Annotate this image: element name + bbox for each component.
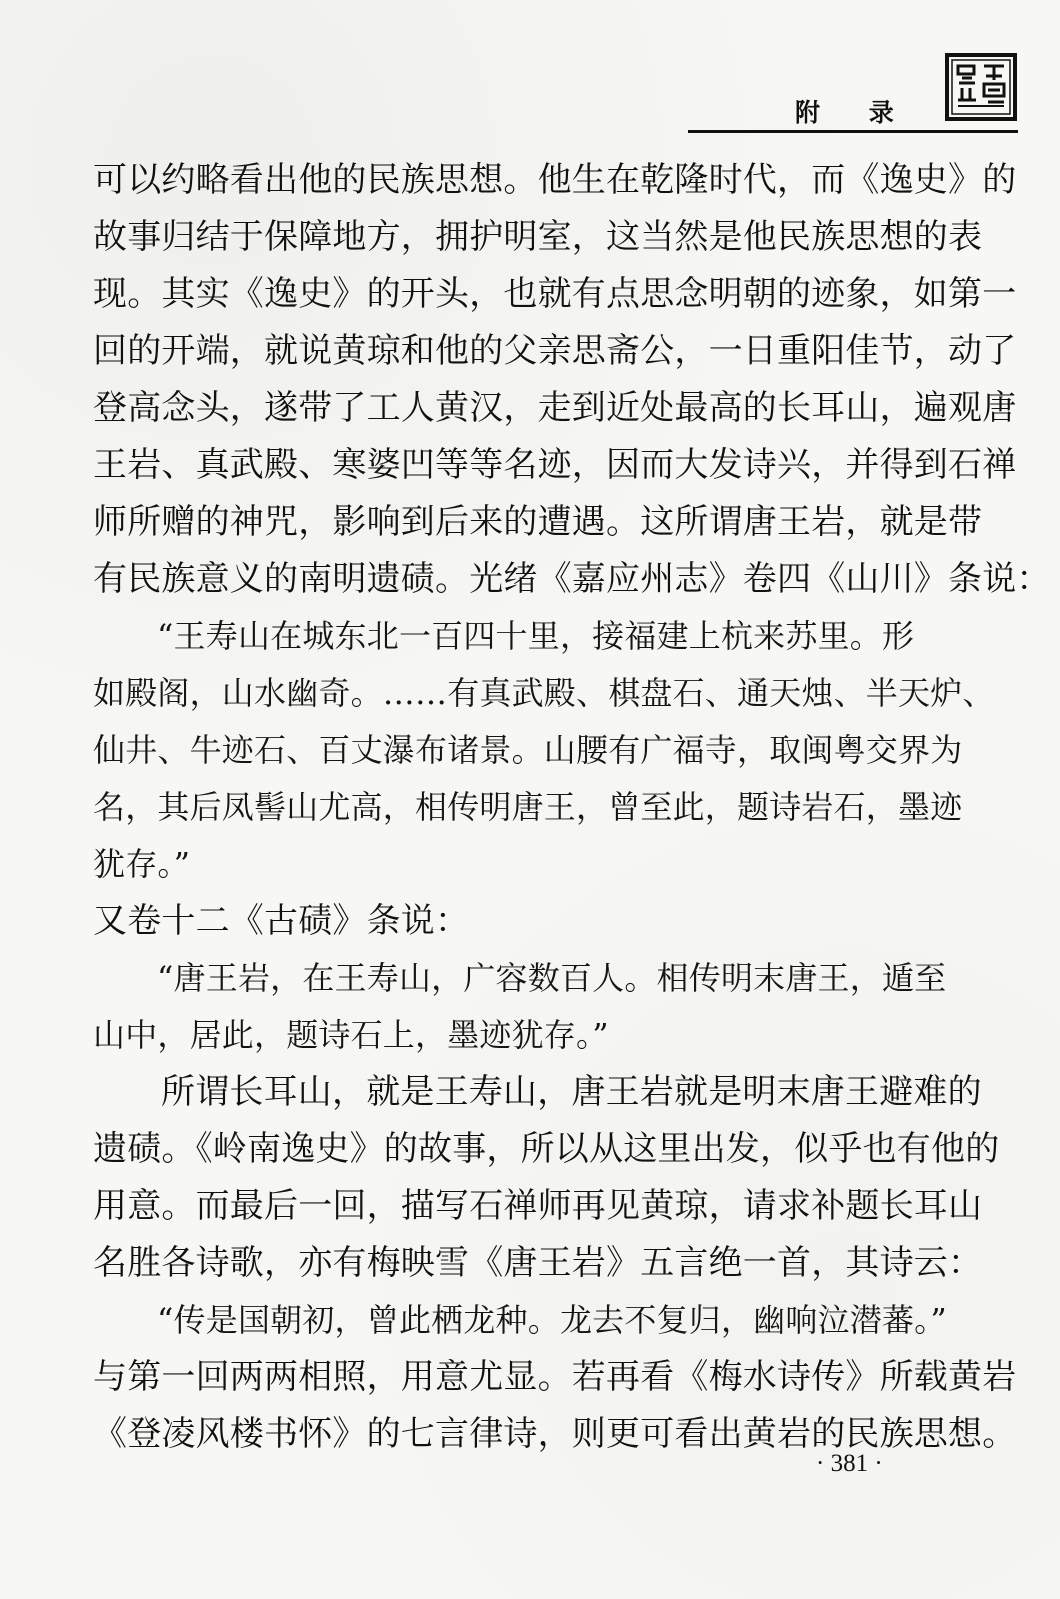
text-line: 《登凌风楼书怀》的七言律诗，则更可看出黄岩的民族思想。: [93, 1414, 1017, 1454]
text-line: 有民族意义的南明遗碛。光绪《嘉应州志》卷四《山川》条说：: [93, 559, 1051, 599]
text-line: 与第一回两两相照，用意尤显。若再看《梅水诗传》所载黄岩: [93, 1357, 1017, 1397]
text-line: 又卷十二《古碛》条说：: [93, 901, 470, 941]
quote-line: 如殿阁，山水幽奇。……有真武殿、棋盘石、通天烛、半天炉、: [93, 674, 995, 712]
page-number: · 381 ·: [816, 1450, 883, 1477]
text-line: 名胜各诗歌，亦有梅映雪《唐王岩》五言绝一首，其诗云：: [93, 1243, 983, 1283]
text-line: 现。其实《逸史》的开头，也就有点思念明朝的迹象，如第一: [93, 274, 1017, 314]
quote-line: 犹存。”: [93, 845, 191, 883]
header-rule: [688, 130, 1018, 133]
quote-line: “唐王岩，在王寿山，广容数百人。相传明末唐王，遁至: [157, 959, 947, 997]
seal-stamp-icon: [944, 52, 1018, 122]
quote-line: 仙井、牛迹石、百丈瀑布诸景。山腰有广福寺，取闽粤交界为: [93, 731, 963, 769]
quote-line: “传是国朝初，曾此栖龙种。龙去不复归，幽响泣潜蕃。”: [157, 1301, 947, 1339]
text-line: 遗碛。《岭南逸史》的故事，所以从这里出发，似乎也有他的: [93, 1129, 1000, 1169]
text-line: 故事归结于保障地方，拥护明室，这当然是他民族思想的表: [93, 217, 983, 257]
text-line: 回的开端，就说黄琼和他的父亲思斋公，一日重阳佳节，动了: [93, 331, 1017, 371]
text-line: 可以约略看出他的民族思想。他生在乾隆时代，而《逸史》的: [93, 160, 1017, 200]
text-line: 登高念头，遂带了工人黄汉，走到近处最高的长耳山，遍观唐: [93, 388, 1017, 428]
section-label: 附 录: [795, 98, 914, 127]
body-text: [93, 152, 1051, 1463]
quote-line: “王寿山在城东北一百四十里，接福建上杭来苏里。形: [157, 617, 915, 655]
text-line: 所谓长耳山，就是王寿山，唐王岩就是明末唐王避难的: [161, 1072, 982, 1112]
text-line: 王岩、真武殿、寒婆凹等等名迹，因而大发诗兴，并得到石禅: [93, 445, 1017, 485]
quote-line: 名，其后凤髻山尤高，相传明唐王，曾至此，题诗岩石，墨迹: [93, 788, 963, 826]
text-line: 用意。而最后一回，描写石禅师再见黄琼，请求补题长耳山: [93, 1186, 983, 1226]
text-line: 师所赠的神咒，影响到后来的遭遇。这所谓唐王岩，就是带: [93, 502, 983, 542]
quote-line: 山中，居此，题诗石上，墨迹犹存。”: [93, 1016, 609, 1054]
